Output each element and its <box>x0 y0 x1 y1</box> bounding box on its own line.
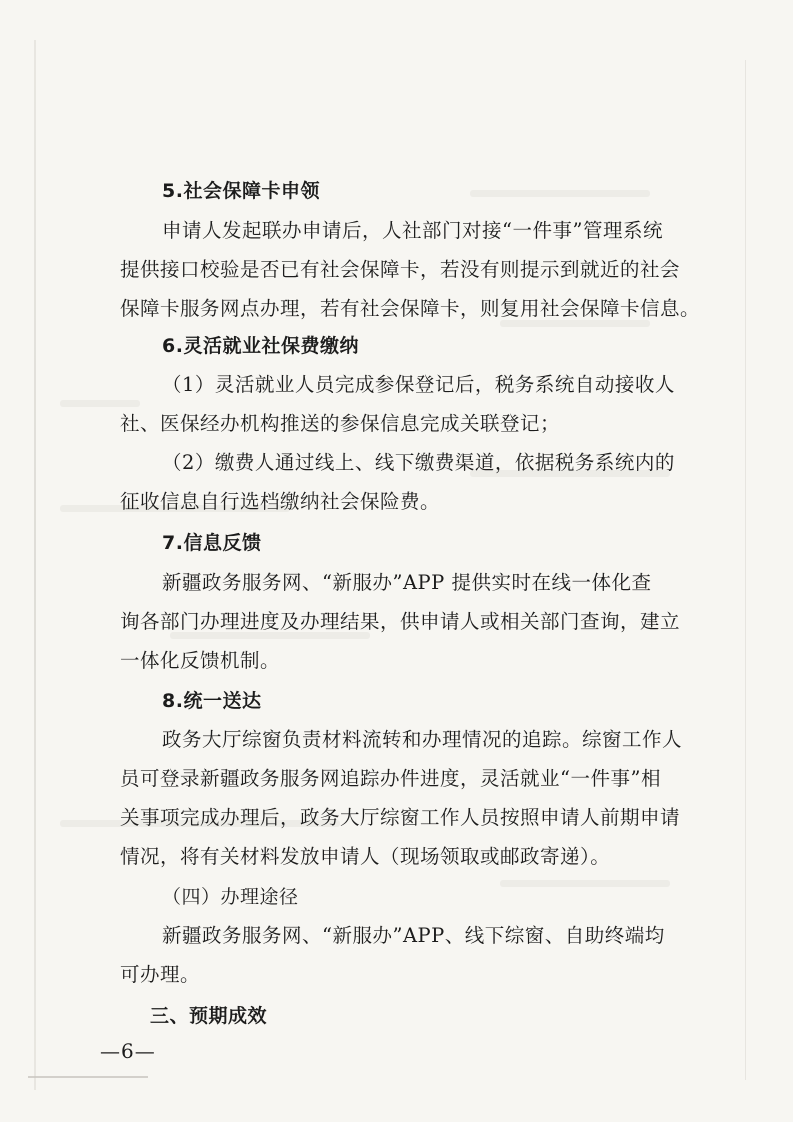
section-7-line: 新疆政务服务网、“新服办”APP 提供实时在线一体化查 <box>162 571 652 594</box>
section-6-line: 征收信息自行选档缴纳社会保险费。 <box>120 490 441 513</box>
section-5-heading: 5.社会保障卡申领 <box>162 180 320 202</box>
section-6-line: 社、医保经办机构推送的参保信息完成关联登记； <box>120 412 561 435</box>
section-8-line: 关事项完成办理后，政务大厅综窗工作人员按照申请人前期申请 <box>120 806 681 829</box>
section-7-line: 询各部门办理进度及办理结果，供申请人或相关部门查询，建立 <box>120 610 681 633</box>
scan-edge-left <box>34 40 36 1090</box>
section-8-line: 员可登录新疆政务服务网追踪办件进度，灵活就业“一件事”相 <box>120 767 661 790</box>
section-7-heading: 7.信息反馈 <box>162 532 262 554</box>
section-6-line: （2）缴费人通过线上、线下缴费渠道，依据税务系统内的 <box>162 451 675 474</box>
part-3-heading: 三、预期成效 <box>150 1005 268 1027</box>
bleed-through-mark <box>60 400 140 407</box>
subsection-4-line: 新疆政务服务网、“新服办”APP、线下综窗、自助终端均 <box>162 924 665 947</box>
bleed-through-mark <box>470 190 650 197</box>
section-5-line: 提供接口校验是否已有社会保障卡，若没有则提示到就近的社会 <box>120 258 681 281</box>
section-8-heading: 8.统一送达 <box>162 690 262 712</box>
section-8-line: 情况，将有关材料发放申请人（现场领取或邮政寄递）。 <box>120 845 611 868</box>
bleed-through-mark <box>500 880 670 887</box>
section-6-line: （1）灵活就业人员完成参保登记后，税务系统自动接收人 <box>162 373 675 396</box>
section-6-heading: 6.灵活就业社保费缴纳 <box>162 335 359 357</box>
subsection-4-line: 可办理。 <box>120 963 201 986</box>
section-8-line: 政务大厅综窗负责材料流转和办理情况的追踪。综窗工作人 <box>162 728 683 751</box>
section-5-line: 保障卡服务网点办理，若有社会保障卡，则复用社会保障卡信息。 <box>120 297 701 320</box>
section-5-line: 申请人发起联办申请后，人社部门对接“一件事”管理系统 <box>162 219 663 242</box>
subsection-4-heading: （四）办理途径 <box>162 886 299 908</box>
scan-edge-right <box>745 60 746 1080</box>
page-number: —6— <box>100 1039 156 1063</box>
scan-edge-bottom <box>28 1076 148 1078</box>
section-7-line: 一体化反馈机制。 <box>120 649 281 672</box>
